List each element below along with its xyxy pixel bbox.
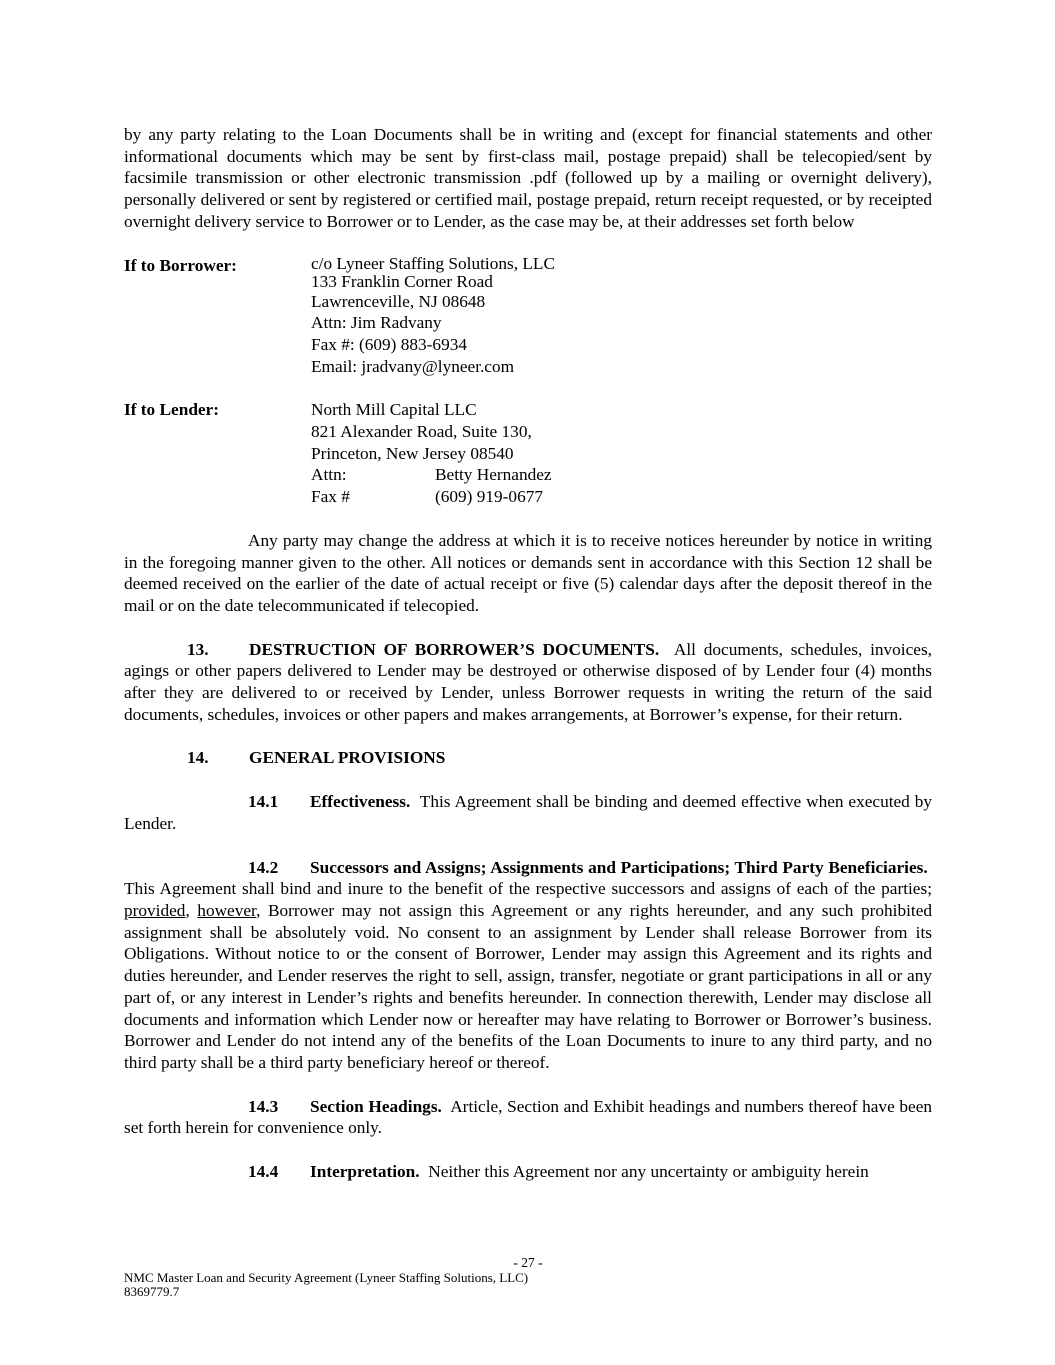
borrower-line: Lawrenceville, NJ 08648 [311, 291, 486, 311]
section-14-2-paragraph: 14.2 Successors and Assigns; Assignments and Participations; Third Party Beneficiaries. This Agreement shall bind and inure to the benefit of the respective successors and assigns of each of the parties; provided, however, Borrower may not assign this Agreement or any rights hereunder, and any such prohibited assignment shall be absolutely void. No consent to an assignment by Lender shall release Borrower from its Obligations. Without notice to or the consent of Borrower, Lender may assign this Agreement and its rights and duties hereunder, and Lender reserves the right to sell, assign, transfer, negotiate or grant participations in all or any part of, or any interest in Lender’s rights and benefits hereunder. In connection therewith, Lender may disclose all documents and information which Lender now or hereafter may have relating to Borrower or Borrower’s business. Borrower and Lender do not intend any of the benefits of the Loan Documents to inure to any third party, and no third party shall be a third party beneficiary hereof or thereof. [124, 857, 933, 1072]
lender-line: North Mill Capital LLC [311, 400, 477, 420]
section-14-1-title: Effectiveness. [310, 792, 411, 812]
intro-paragraph: by any party relating to the Loan Documents shall be in writing and (except for financial statements and other informational documents which may be sent by first-class mail, postage prepaid) shall be telecopied/sent by facsimile transmission or other electronic transmission .pdf (followed up by a mailing or overnight delivery), personally delivered or sent by registered or certified mail, postage prepaid, return receipt requested, or by receipted overnight delivery service to Borrower or to Lender, as the case may be, at their addresses set forth below [124, 125, 932, 231]
section-14-4-title: Interpretation. [310, 1162, 420, 1182]
borrower-address-lines [311, 255, 555, 378]
borrower-line: Fax #: (609) 883-6934 [311, 334, 467, 354]
section-14-2-text-a: This Agreement shall bind and inure to the benefit of the respective successors and assigns of each of the parties; [124, 879, 932, 899]
section-14-number: 14. [187, 748, 209, 768]
lender-fax-row [311, 486, 552, 508]
borrower-email: Email: jradvany@lyneer.com [311, 356, 515, 376]
section-14-3-text: Article, Section and Exhibit headings and numbers thereof have been set forth herein for convenience only. [124, 1096, 933, 1138]
section-14-4-text: Neither this Agreement nor any uncertainty or ambiguity herein [428, 1162, 869, 1182]
page-footer [124, 1256, 932, 1300]
section-14-2-text-b: Borrower may not assign this Agreement or any rights hereunder, and any such prohibited assignment shall be absolutely void. No consent to an assignment by Lender shall release Borrower from its Obligations. Without notice to or the consent of Borrower, Lender may assign this Agreement and its rights and duties hereunder, and Lender reserves the right to sell, assign, transfer, negotiate or grant participations in all or any part of, or any interest in Lender’s rights and benefits hereunder. In connection therewith, Lender may disclose all documents and information which Lender now or hereafter may have relating to Borrower or Borrower’s business. Borrower and Lender do not intend any of the benefits of the Loan Documents to inure to any third party, and no third party shall be a third party beneficiary hereof or thereof. [124, 900, 933, 1072]
lender-fax-label: Fax # [311, 487, 350, 507]
section-14-2-number: 14.2 [248, 857, 279, 877]
section-14-3-paragraph [124, 1096, 932, 1139]
lender-attn-label: Attn: [311, 465, 347, 485]
section-14-heading [124, 747, 932, 769]
section-14-3-number: 14.3 [248, 1096, 279, 1116]
provided-term: provided [124, 900, 186, 920]
lender-address-block [124, 399, 932, 508]
section-14-3-title: Section Headings. [310, 1096, 442, 1116]
document-page [124, 124, 932, 1183]
borrower-line: c/o Lyneer Staffing Solutions, LLC [311, 253, 555, 273]
section-14-1-number: 14.1 [248, 792, 279, 812]
lender-address-lines [311, 399, 552, 508]
borrower-address-block [124, 255, 932, 378]
lender-fax-value: (609) 919-0677 [435, 487, 543, 507]
footer-doc-title: NMC Master Loan and Security Agreement (Lyneer Staffing Solutions, LLC) [124, 1269, 529, 1285]
borrower-line: Attn: Jim Radvany [311, 313, 442, 333]
section-14-4-paragraph [124, 1161, 932, 1183]
section-13-text: All documents, schedules, invoices, agings or other papers delivered to Lender may be destroyed or otherwise disposed of by Lender four (4) months after they are delivered to or received by Lender, unless Borrower requests in writing the return of the said documents, schedules, invoices or other papers and makes arrangements, at Borrower’s expense, for their return. [124, 639, 932, 724]
footer-doc-id: 8369779.7 [124, 1284, 180, 1299]
section-14-1-text: This Agreement shall be binding and deemed effective when executed by Lender. [124, 792, 932, 833]
section-13-title: DESTRUCTION OF BORROWER’S DOCUMENTS. [249, 639, 660, 659]
section-14-2-title: Successors and Assigns; Assignments and Participations; Third Party Beneficiaries. [310, 857, 928, 877]
borrower-label: If to Borrower: [124, 255, 237, 275]
lender-line: 821 Alexander Road, Suite 130, [311, 422, 532, 442]
page-number: - 27 - [513, 1255, 543, 1270]
section-14-1-paragraph [124, 791, 932, 834]
section-14-title: GENERAL PROVISIONS [249, 748, 446, 768]
section-14-4-number: 14.4 [248, 1162, 279, 1182]
change-address-paragraph: Any party may change the address at which it is to receive notices hereunder by notice in writing in the foregoing manner given to the other. All notices or demands sent in accordance with this Section 12 shall be deemed received on the earlier of the date of actual receipt or five (5) calendar days after the deposit thereof in the mail or on the date telecommunicated if telecopied. [124, 530, 932, 615]
lender-attn-value: Betty Hernandez [435, 465, 552, 485]
lender-attn-row [311, 464, 552, 486]
borrower-line: 133 Franklin Corner Road [311, 271, 493, 291]
section-13-paragraph [124, 639, 932, 726]
however-term: however [197, 900, 257, 920]
section-13-number: 13. [187, 639, 209, 659]
lender-line: Princeton, New Jersey 08540 [311, 443, 514, 463]
lender-label: If to Lender: [124, 400, 220, 420]
